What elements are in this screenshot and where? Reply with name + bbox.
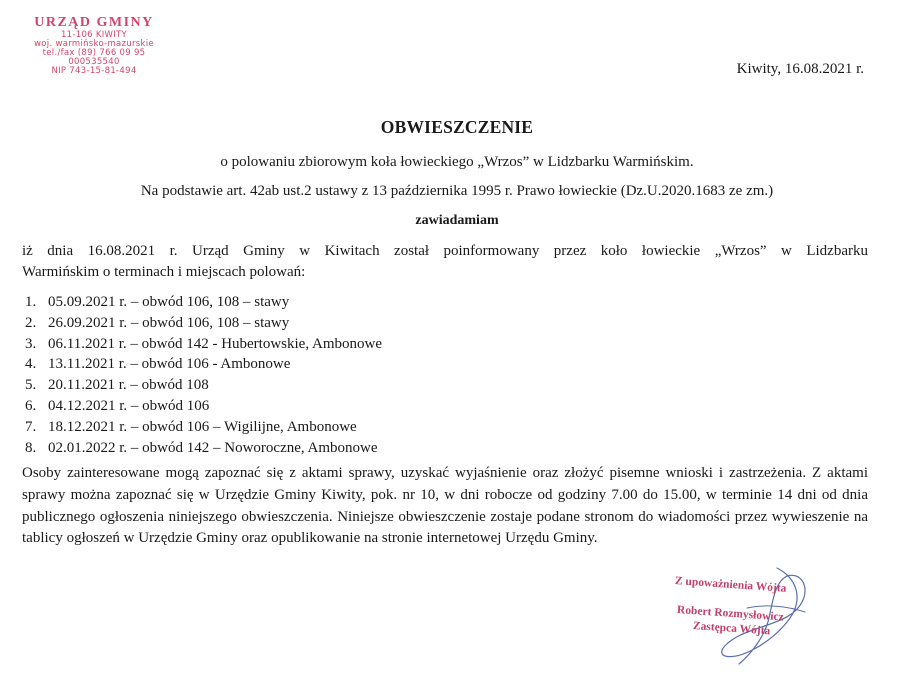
- intro-line-2: Warmińskim o terminach i miejscach polowań:: [22, 264, 306, 280]
- office-stamp: [14, 16, 174, 76]
- list-item-text: 20.11.2021 r. – obwód 108: [48, 377, 209, 394]
- list-item-number: 7.: [25, 418, 37, 435]
- list-item: [25, 396, 382, 417]
- list-item: [25, 354, 382, 375]
- list-item-text: 06.11.2021 r. – obwód 142 - Hubertowskie, Ambonowe: [48, 335, 382, 352]
- list-item-number: 3.: [25, 335, 37, 352]
- stamp-title: URZĄD GMINY: [34, 15, 154, 30]
- list-item-number: 2.: [25, 314, 37, 331]
- list-item-text: 26.09.2021 r. – obwód 106, 108 – stawy: [48, 314, 290, 331]
- list-item-number: 5.: [25, 377, 37, 394]
- document-title: OBWIESZCZENIE: [380, 117, 534, 137]
- list-item-number: 1.: [25, 294, 37, 310]
- list-item-text: 02.01.2022 r. – obwód 142 – Noworoczne, Ambonowe: [48, 439, 378, 456]
- place-date: Kiwity, 16.08.2021 r.: [736, 61, 864, 77]
- list-item: [25, 375, 382, 396]
- stamp-regon: 000535540: [68, 57, 120, 67]
- list-item: [25, 334, 382, 355]
- stamp-phone: tel./fax (89) 766 09 95: [42, 48, 146, 58]
- list-item-text: 13.11.2021 r. – obwód 106 - Ambonowe: [48, 356, 291, 373]
- intro-paragraph: [22, 241, 868, 283]
- signature-block: [655, 560, 855, 670]
- list-item-number: 6.: [25, 397, 37, 414]
- hunt-schedule-list: [25, 292, 382, 458]
- signatory-name: Robert Rozmysłowicz: [676, 604, 785, 624]
- list-item-number: 4.: [25, 356, 37, 373]
- list-item: [25, 313, 382, 334]
- list-item-text: 05.09.2021 r. – obwód 106, 108 – stawy: [48, 294, 290, 310]
- list-item-number: 8.: [25, 439, 37, 456]
- list-item-text: 04.12.2021 r. – obwód 106: [48, 397, 210, 414]
- list-item-text: 18.12.2021 r. – obwód 106 – Wigilijne, Ambonowe: [48, 418, 357, 435]
- stamp-region: woj. warmińsko-mazurskie: [34, 39, 154, 49]
- signatory-role: Zastępca Wójta: [692, 620, 771, 638]
- list-item: [25, 417, 382, 438]
- document-subtitle: o polowaniu zbiorowym koła łowieckiego „Wrzos” w Lidzbarku Warmińskim.: [220, 154, 694, 170]
- notify-heading: zawiadamiam: [415, 213, 499, 228]
- list-item: [25, 292, 382, 313]
- stamp-address: 11-106 KIWITY: [60, 30, 128, 40]
- legal-basis: Na podstawie art. 42ab ust.2 ustawy z 13 października 1995 r. Prawo łowieckie (Dz.U.2020.1683 ze zm.): [140, 183, 774, 199]
- stamp-nip: NIP 743-15-81-494: [51, 66, 137, 76]
- closing-paragraph: Osoby zainteresowane mogą zapoznać się z aktami sprawy, uzyskać wyjaśnienie oraz złożyć pisemne wnioski i zastrzeżenia. Z aktami sprawy można zapoznać się w Urzędzie Gminy Kiwity, pok. nr 10, w dni robocze od godziny 7.00 do 15.00, w terminie 14 dni od dnia publicznego ogłoszenia niniejszego obwieszczenia. Niniejsze obwieszczenie zostaje podane stronom do wiadomości przez wywieszenie na tablicy ogłoszeń w Urzędzie Gminy oraz opublikowanie na stronie internetowej Urzędu Gminy.: [22, 465, 868, 547]
- intro-line-1: iż dnia 16.08.2021 r. Urząd Gminy w Kiwitach został poinformowany przez koło łowieckie „Wrzos” w Lidzbarku: [22, 243, 868, 259]
- list-item: [25, 438, 382, 459]
- authorization-label: Z upoważnienia Wójta: [674, 575, 787, 595]
